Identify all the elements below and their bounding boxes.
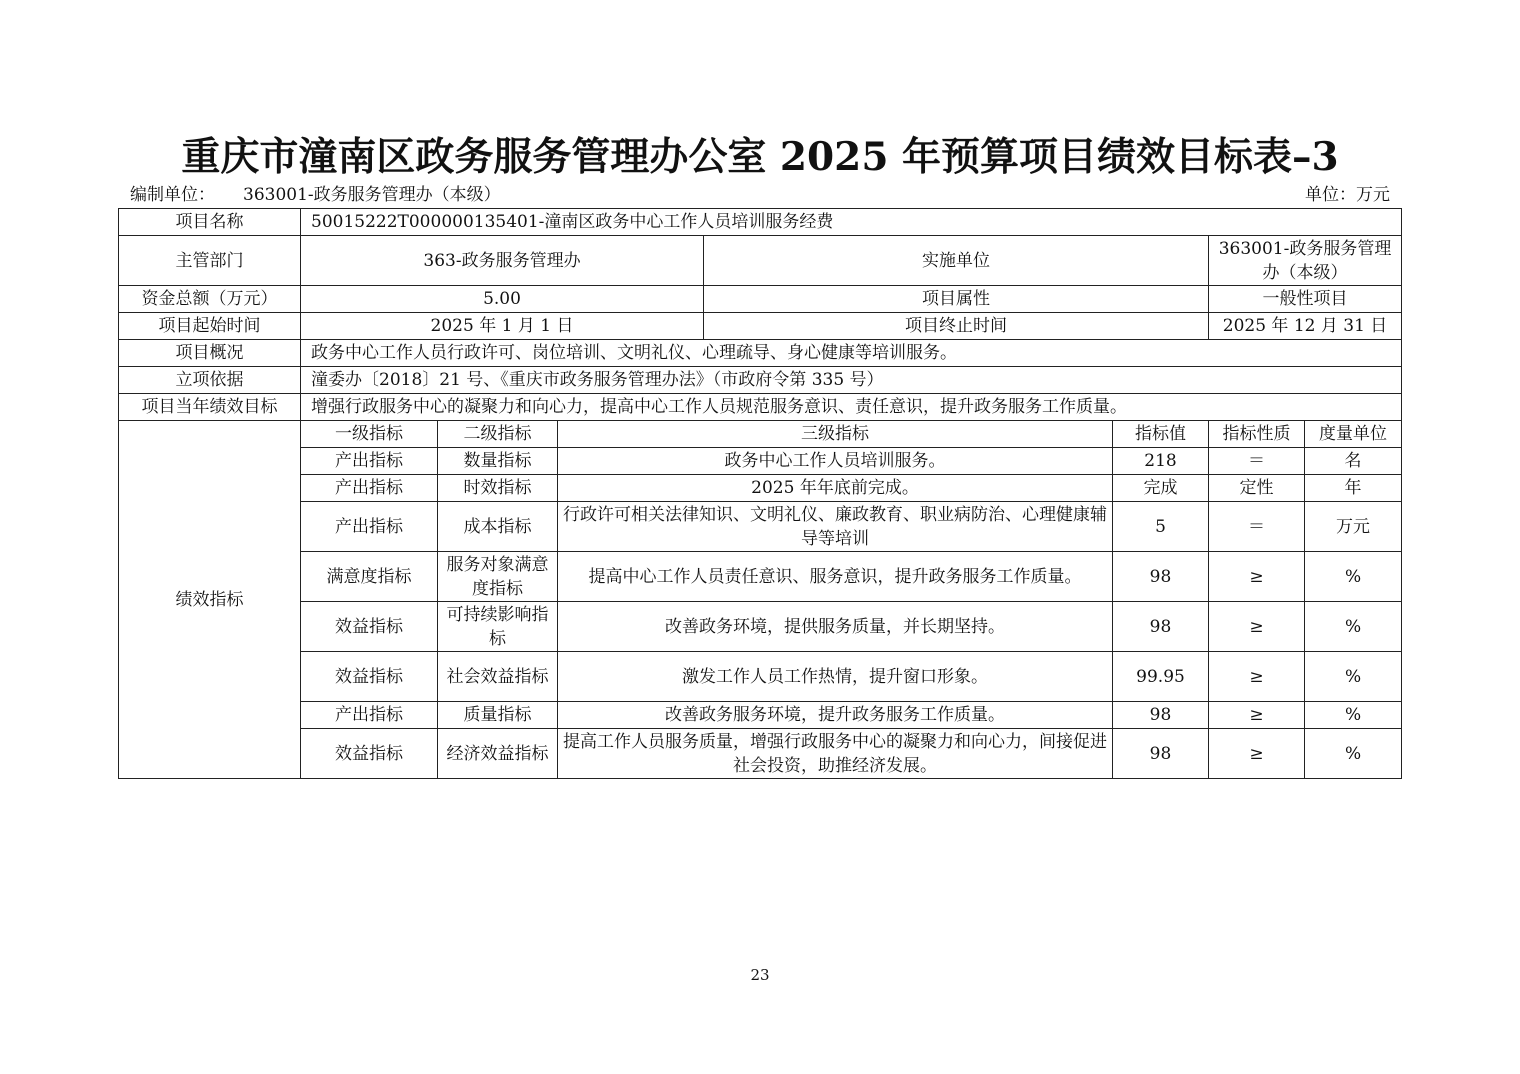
level3-cell: 改善政务环境，提供服务质量，并长期坚持。	[558, 602, 1113, 652]
start-date-value: 2025 年 1 月 1 日	[301, 313, 704, 340]
header-level1: 一级指标	[301, 421, 438, 448]
overview-label: 项目概况	[119, 340, 301, 367]
level3-cell: 行政许可相关法律知识、文明礼仪、廉政教育、职业病防治、心理健康辅导等培训	[558, 502, 1113, 552]
level2-cell: 时效指标	[438, 475, 558, 502]
level3-cell: 政务中心工作人员培训服务。	[558, 448, 1113, 475]
project-name-label: 项目名称	[119, 209, 301, 236]
compiling-unit	[130, 183, 501, 207]
nature-cell: ＝	[1209, 502, 1305, 552]
level1-cell: 满意度指标	[301, 552, 438, 602]
row-project-name	[119, 209, 1402, 236]
fund-total-value: 5.00	[301, 286, 704, 313]
compiling-unit-value: 363001-政务服务管理办（本级）	[243, 185, 501, 205]
nature-cell: ＝	[1209, 448, 1305, 475]
department-label: 主管部门	[119, 236, 301, 286]
value-cell: 98	[1113, 702, 1209, 729]
level1-cell: 效益指标	[301, 729, 438, 779]
fund-total-label: 资金总额（万元）	[119, 286, 301, 313]
header-level2: 二级指标	[438, 421, 558, 448]
project-attribute-label: 项目属性	[704, 286, 1209, 313]
annual-goal-label: 项目当年绩效目标	[119, 394, 301, 421]
end-date-value: 2025 年 12 月 31 日	[1209, 313, 1402, 340]
level3-cell: 提高工作人员服务质量，增强行政服务中心的凝聚力和向心力，间接促进社会投资，助推经济发展。	[558, 729, 1113, 779]
row-annual-goal	[119, 394, 1402, 421]
unit-cell: 名	[1305, 448, 1402, 475]
level2-cell: 经济效益指标	[438, 729, 558, 779]
level3-cell: 激发工作人员工作热情，提升窗口形象。	[558, 652, 1113, 702]
indicator-header-row	[119, 421, 1402, 448]
header-nature: 指标性质	[1209, 421, 1305, 448]
start-date-label: 项目起始时间	[119, 313, 301, 340]
level1-cell: 效益指标	[301, 652, 438, 702]
row-overview	[119, 340, 1402, 367]
value-cell: 218	[1113, 448, 1209, 475]
level3-cell: 2025 年年底前完成。	[558, 475, 1113, 502]
table-row	[119, 475, 1402, 502]
level1-cell: 产出指标	[301, 702, 438, 729]
level1-cell: 产出指标	[301, 475, 438, 502]
table-row	[119, 448, 1402, 475]
basis-value: 潼委办〔2018〕21 号、《重庆市政务服务管理办法》（市政府令第 335 号）	[301, 367, 1402, 394]
unit-cell: 年	[1305, 475, 1402, 502]
unit-cell: %	[1305, 602, 1402, 652]
compiling-unit-label: 编制单位：	[130, 185, 215, 205]
value-cell: 5	[1113, 502, 1209, 552]
level2-cell: 社会效益指标	[438, 652, 558, 702]
nature-cell: ≥	[1209, 552, 1305, 602]
level1-cell: 效益指标	[301, 602, 438, 652]
row-department	[119, 236, 1402, 286]
currency-unit: 单位：万元	[1305, 185, 1390, 205]
table-row	[119, 702, 1402, 729]
annual-goal-value: 增强行政服务中心的凝聚力和向心力，提高中心工作人员规范服务意识、责任意识，提升政务服务工作质量。	[301, 394, 1402, 421]
nature-cell: ≥	[1209, 602, 1305, 652]
header-unit: 度量单位	[1305, 421, 1402, 448]
implementing-unit-value: 363001-政务服务管理办（本级）	[1209, 236, 1402, 286]
performance-target-table	[118, 208, 1402, 779]
end-date-label: 项目终止时间	[704, 313, 1209, 340]
nature-cell: 定性	[1209, 475, 1305, 502]
level3-cell: 改善政务服务环境，提升政务服务工作质量。	[558, 702, 1113, 729]
level2-cell: 数量指标	[438, 448, 558, 475]
value-cell: 完成	[1113, 475, 1209, 502]
level1-cell: 产出指标	[301, 448, 438, 475]
value-cell: 98	[1113, 552, 1209, 602]
table-row	[119, 729, 1402, 779]
table-row	[119, 652, 1402, 702]
nature-cell: ≥	[1209, 652, 1305, 702]
project-name-value: 50015222T000000135401-潼南区政务中心工作人员培训服务经费	[301, 209, 1402, 236]
project-attribute-value: 一般性项目	[1209, 286, 1402, 313]
row-dates	[119, 313, 1402, 340]
unit-cell: %	[1305, 652, 1402, 702]
level2-cell: 服务对象满意度指标	[438, 552, 558, 602]
row-fund	[119, 286, 1402, 313]
level1-cell: 产出指标	[301, 502, 438, 552]
row-basis	[119, 367, 1402, 394]
nature-cell: ≥	[1209, 729, 1305, 779]
table-row	[119, 602, 1402, 652]
level2-cell: 成本指标	[438, 502, 558, 552]
header-level3: 三级指标	[558, 421, 1113, 448]
value-cell: 99.95	[1113, 652, 1209, 702]
unit-cell: %	[1305, 552, 1402, 602]
department-value: 363-政务服务管理办	[301, 236, 704, 286]
implementing-unit-label: 实施单位	[704, 236, 1209, 286]
overview-value: 政务中心工作人员行政许可、岗位培训、文明礼仪、心理疏导、身心健康等培训服务。	[301, 340, 1402, 367]
indicators-section-label: 绩效指标	[119, 421, 301, 779]
document-title: 重庆市潼南区政务服务管理办公室 2025 年预算项目绩效目标表–3	[181, 134, 1339, 180]
unit-cell: %	[1305, 702, 1402, 729]
level3-cell: 提高中心工作人员责任意识、服务意识，提升政务服务工作质量。	[558, 552, 1113, 602]
header-value: 指标值	[1113, 421, 1209, 448]
page-number: 23	[750, 966, 770, 984]
table-row	[119, 552, 1402, 602]
nature-cell: ≥	[1209, 702, 1305, 729]
value-cell: 98	[1113, 602, 1209, 652]
level2-cell: 质量指标	[438, 702, 558, 729]
unit-cell: %	[1305, 729, 1402, 779]
level2-cell: 可持续影响指标	[438, 602, 558, 652]
value-cell: 98	[1113, 729, 1209, 779]
basis-label: 立项依据	[119, 367, 301, 394]
unit-cell: 万元	[1305, 502, 1402, 552]
table-row	[119, 502, 1402, 552]
